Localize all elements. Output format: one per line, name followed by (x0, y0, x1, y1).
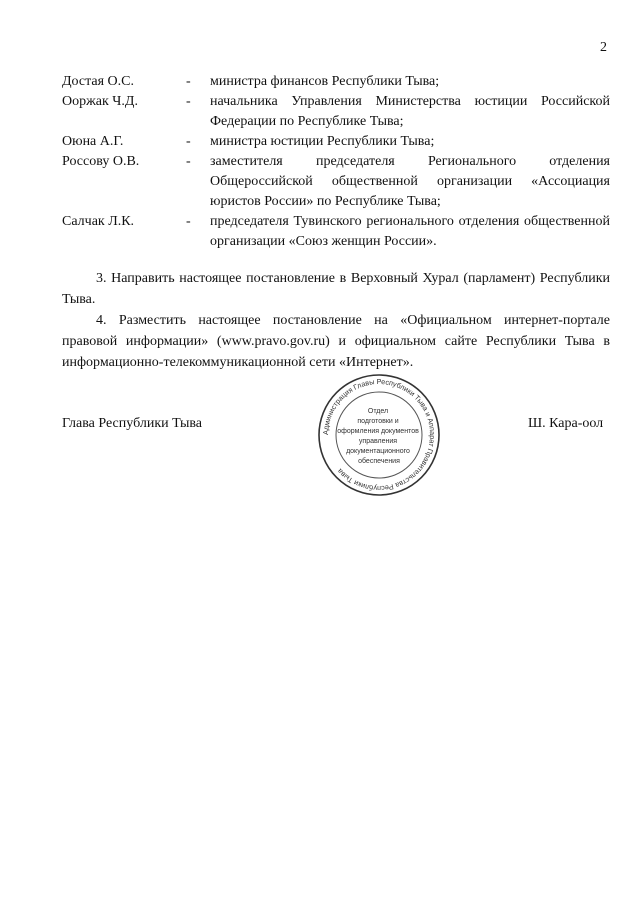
seal-center-line: оформления документов (337, 428, 419, 435)
member-role: начальника Управления Министерства юстиции Российской Федерации по Республике Тыва; (210, 94, 610, 129)
member-row (62, 92, 610, 132)
member-role: министра финансов Республики Тыва; (210, 74, 440, 89)
member-name: Ооржак Ч.Д. (62, 94, 138, 109)
member-dash: - (186, 214, 191, 229)
members-list (62, 72, 610, 252)
seal-center-line: подготовки и (357, 418, 399, 425)
member-name: Россову О.В. (62, 154, 140, 169)
member-dash: - (186, 94, 191, 109)
seal-inner-ring (336, 392, 422, 478)
member-dash: - (186, 74, 191, 89)
member-row (62, 132, 610, 152)
paragraph-3: 3. Направить настоящее постановление в Верховный Хурал (парламент) Республики Тыва. (62, 271, 610, 307)
seal-ring-text: Администрация Главы Республики Тыва и Аппарат Правительства Республики Тыва (320, 376, 438, 494)
member-role: заместителя председателя Регионального отделения Общероссийской общественной организации «Ассоциация юристов России» по Республике Тыва; (210, 154, 610, 209)
seal-center-line: управления (358, 438, 398, 445)
seal-center-line: обеспечения (358, 458, 400, 465)
member-name: Достая О.С. (62, 74, 135, 89)
member-name: Оюна А.Г. (62, 134, 124, 149)
member-row (62, 212, 610, 252)
paragraph-4: 4. Разместить настоящее постановление на «Официальном интернет-портале правовой информации» (www.pravo.gov.ru) и официальном сайте Республики Тыва в информационно-телекоммуникационной сети «Интернет». (62, 313, 610, 370)
seal-outer-ring (319, 375, 439, 495)
member-role: министра юстиции Республики Тыва; (210, 134, 435, 149)
member-row (62, 152, 610, 212)
member-row (62, 72, 610, 92)
page-number: 2 (600, 40, 607, 55)
member-name: Салчак Л.К. (62, 214, 135, 229)
seal-center-line: Отдел (367, 408, 389, 415)
official-seal (316, 372, 442, 498)
member-role: председателя Тувинского регионального отделения общественной организации «Союз женщин России». (210, 214, 610, 249)
signatory-name: Ш. Кара-оол (528, 416, 604, 431)
member-dash: - (186, 134, 191, 149)
signatory-title: Глава Республики Тыва (62, 416, 203, 431)
seal-center-line: документационного (346, 448, 410, 455)
member-dash: - (186, 154, 191, 169)
seal-center-text (337, 408, 421, 465)
